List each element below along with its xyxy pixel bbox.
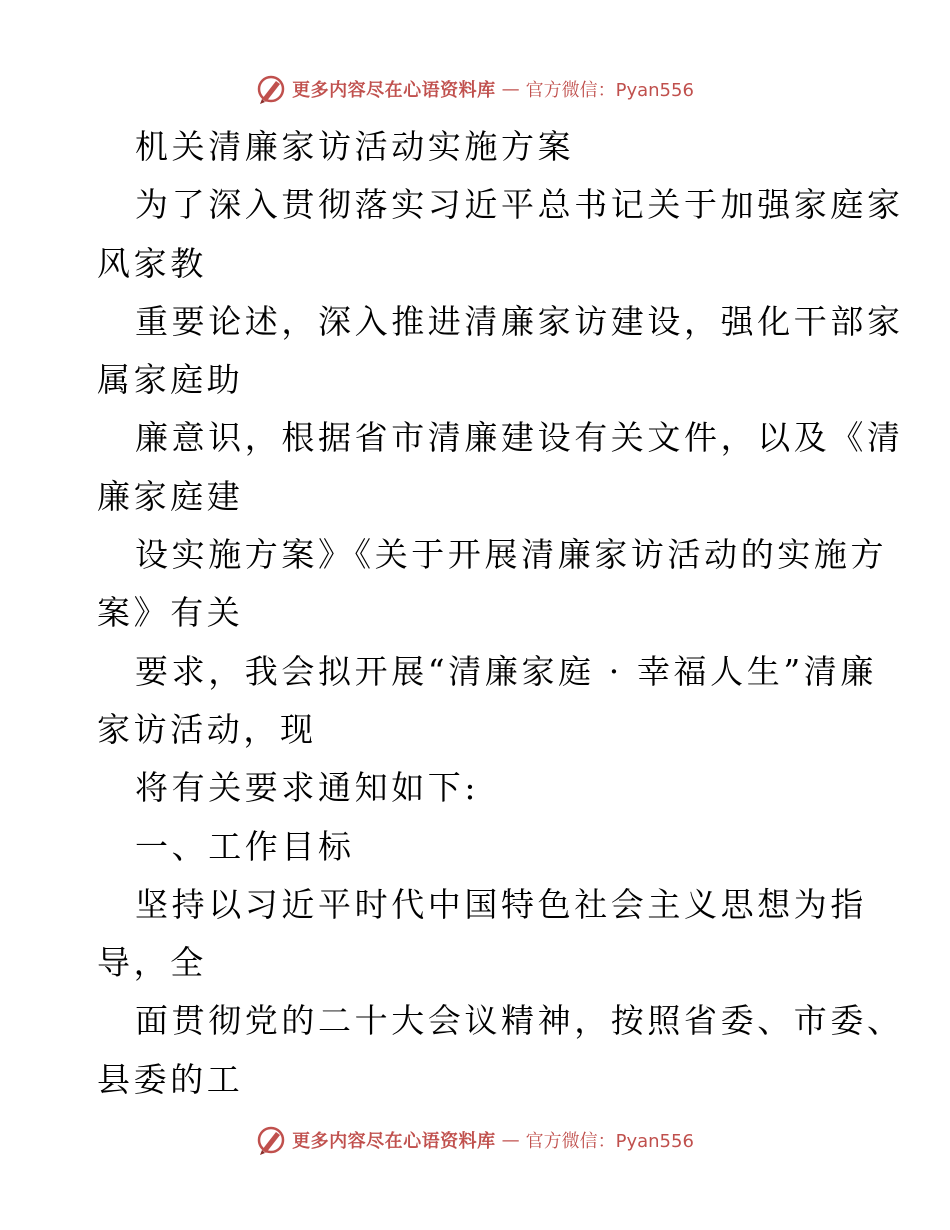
document-title: 机关清廉家访活动实施方案 [135, 127, 575, 166]
paragraph-line: 要求，我会拟开展“清廉家庭 · 幸福人生”清廉 [135, 651, 878, 691]
paragraph-line: 导，全 [97, 943, 207, 983]
paragraph-line: 风家教 [97, 243, 207, 283]
footer-banner-text: 更多内容尽在心语资料库 [292, 1131, 496, 1152]
footer-banner [0, 1123, 950, 1157]
pen-logo-icon [256, 1123, 286, 1157]
header-banner [0, 72, 950, 106]
paragraph-line: 将有关要求通知如下: [135, 768, 480, 808]
section-heading: 一、工作目标 [135, 826, 355, 866]
paragraph-line: 为了深入贯彻落实习近平总书记关于加强家庭家 [135, 185, 904, 225]
paragraph-line: 坚持以习近平时代中国特色社会主义思想为指 [135, 884, 867, 924]
header-banner-separator: — [501, 78, 520, 100]
paragraph-line: 廉家庭建 [97, 476, 244, 516]
paragraph-line: 属家庭助 [97, 360, 244, 400]
document-body [97, 118, 904, 1109]
pen-logo-icon [256, 72, 286, 106]
paragraph-line: 重要论述，深入推进清廉家访建设，强化干部家 [135, 301, 904, 341]
header-banner-text: 更多内容尽在心语资料库 [292, 80, 496, 101]
paragraph-line: 家访活动，现 [97, 709, 317, 749]
paragraph-line: 廉意识，根据省市清廉建设有关文件，以及《清 [135, 418, 904, 458]
paragraph-line: 面贯彻党的二十大会议精神，按照省委、市委、 [135, 1001, 904, 1041]
paragraph-line: 设实施方案》《关于开展清廉家访活动的实施方 [135, 535, 888, 575]
header-banner-contact: 官方微信：Pyan556 [525, 80, 694, 101]
paragraph-line: 县委的工 [97, 1059, 244, 1099]
footer-banner-separator: — [501, 1129, 520, 1151]
paragraph-line: 案》有关 [97, 593, 244, 633]
footer-banner-contact: 官方微信：Pyan556 [525, 1131, 694, 1152]
